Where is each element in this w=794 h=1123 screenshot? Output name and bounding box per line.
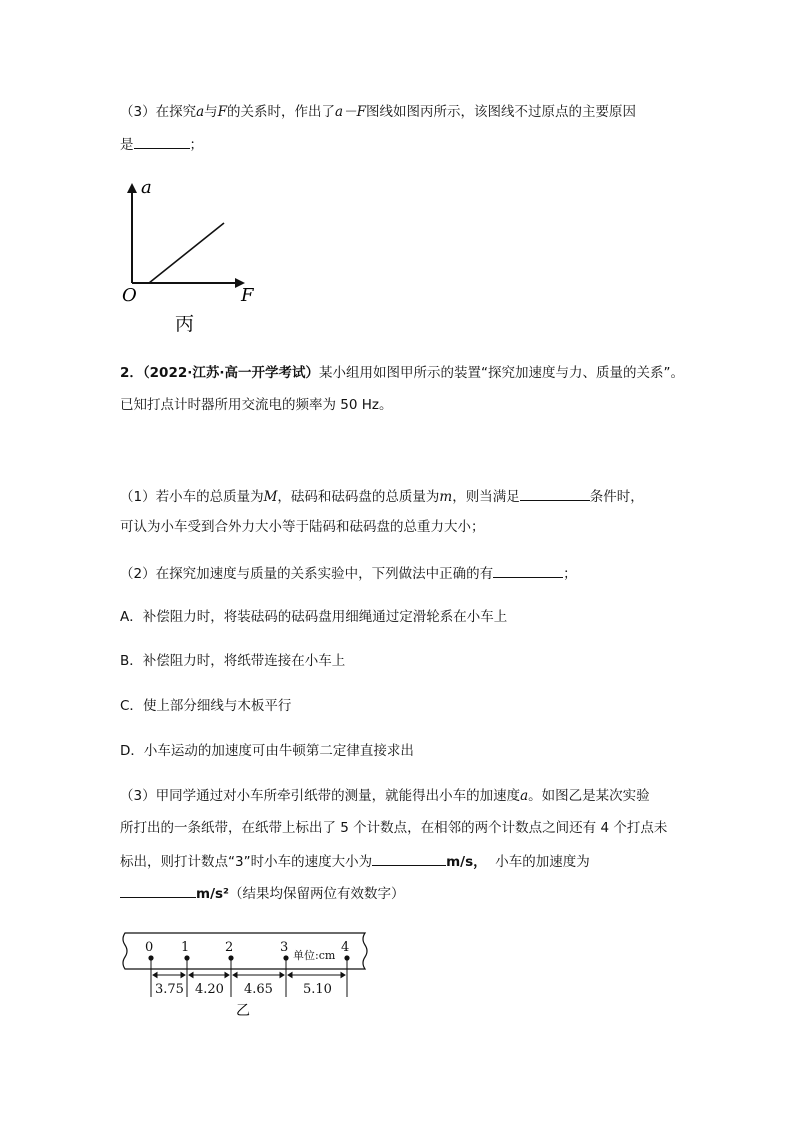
var-F: F	[217, 104, 228, 120]
point-label-3: 3	[280, 940, 289, 955]
distance-3-4: 5.10	[303, 982, 332, 997]
point-label-4: 4	[341, 940, 350, 955]
answer-blank-condition[interactable]	[520, 486, 590, 501]
answer-blank-velocity[interactable]	[372, 851, 446, 866]
p3-line1-suffix: 。如图乙是某次实验	[528, 788, 650, 804]
p3-line4-suffix: （结果均保留两位有效数字）	[228, 886, 405, 902]
option-a[interactable]	[120, 608, 507, 626]
q3-line1	[120, 103, 636, 121]
tape-diagram	[115, 925, 375, 1020]
q2-part1-line2	[120, 518, 485, 536]
option-c-text: 使上部分细线与木板平行	[142, 698, 292, 714]
graph-line	[149, 223, 224, 283]
origin-label: O	[122, 285, 137, 306]
distance-1-2: 4.20	[195, 982, 224, 997]
graph-caption: 丙	[175, 313, 195, 335]
expr-a-F: a－F	[335, 104, 366, 120]
q2-stem-line2	[120, 396, 393, 414]
var-M: M	[263, 489, 278, 505]
point-label-0: 0	[145, 940, 154, 955]
var-a-2: a	[520, 788, 529, 804]
unit-label: 单位:cm	[293, 949, 336, 962]
q2-part2	[120, 563, 577, 583]
q3-suffix: 图线如图丙所示，该图线不过原点的主要原因	[365, 104, 636, 120]
option-c-label: C．	[120, 698, 143, 714]
q3-line2	[120, 134, 203, 154]
p1-line2: 可认为小车受到合外力大小等于陆码和砝码盘的总重力大小；	[120, 519, 485, 535]
option-b-label: B．	[120, 653, 143, 669]
q2-source: （2022·江苏·高一开学考试）	[142, 365, 319, 381]
q2-part3-line1	[120, 787, 650, 805]
point-label-1: 1	[181, 940, 190, 955]
q3-prefix: （3）在探究	[120, 104, 197, 120]
p3-line3-prefix: 标出，则打计数点“3”时小车的速度大小为	[120, 854, 373, 870]
q2-number: 2．	[120, 365, 143, 381]
q2-part3-line3	[120, 851, 590, 871]
q2-stem-line1	[120, 364, 684, 382]
tape-caption: 乙	[236, 1003, 250, 1019]
answer-blank-reason[interactable]	[134, 134, 190, 149]
option-a-label: A．	[120, 609, 143, 625]
q3-mid2: 的关系时，作出了	[227, 104, 336, 120]
q2-stem2: 已知打点计时器所用交流电的频率为 50 Hz。	[120, 397, 393, 413]
option-d-text: 小车运动的加速度可由牛顿第二定律直接求出	[143, 743, 414, 759]
p1-prefix: （1）若小车的总质量为	[120, 489, 264, 505]
q2-part3-line2	[120, 819, 667, 837]
p1-mid1: ，砝码和砝码盘的总质量为	[277, 489, 440, 505]
p3-line2: 所打出的一条纸带，在纸带上标出了 5 个计数点，在相邻的两个计数点之间还有 4 个打点未	[120, 820, 668, 836]
unit-velocity: m/s，	[446, 854, 487, 870]
var-a: a	[196, 104, 205, 120]
x-axis-label: F	[241, 285, 254, 306]
q3-line2-prefix: 是	[120, 137, 134, 153]
option-c[interactable]	[120, 697, 291, 715]
q2-stem1: 某小组用如图甲所示的装置“探究加速度与力、质量的关系”。	[319, 365, 684, 381]
y-axis-label: a	[141, 177, 152, 198]
q2-part1-line1	[120, 486, 644, 506]
p3-line1-prefix: （3）甲同学通过对小车所牵引纸带的测量，就能得出小车的加速度	[120, 788, 521, 804]
point-label-2: 2	[225, 940, 234, 955]
option-d-label: D．	[120, 743, 144, 759]
p2-suffix: ；	[563, 566, 577, 582]
p1-mid2: ，则当满足	[452, 489, 520, 505]
unit-acceleration: m/s²	[196, 886, 229, 902]
option-b-text: 补偿阻力时，将纸带连接在小车上	[142, 653, 346, 669]
answer-blank-choice[interactable]	[493, 563, 563, 578]
option-d[interactable]	[120, 742, 414, 760]
var-m: m	[439, 489, 453, 505]
option-b[interactable]	[120, 652, 345, 670]
answer-blank-acceleration[interactable]	[120, 883, 196, 898]
graph-bing	[115, 175, 275, 340]
p1-suffix: 条件时，	[589, 489, 644, 505]
p2-prefix: （2）在探究加速度与质量的关系实验中，下列做法中正确的有	[120, 566, 494, 582]
q3-mid1: 与	[204, 104, 218, 120]
q3-line2-suffix: ；	[189, 137, 203, 153]
distance-2-3: 4.65	[244, 982, 273, 997]
option-a-text: 补偿阻力时，将装砝码的砝码盘用细绳通过定滑轮系在小车上	[142, 609, 508, 625]
q2-part3-line4	[120, 883, 404, 903]
p3-line3-suffix: 小车的加速度为	[495, 854, 590, 870]
distance-0-1: 3.75	[155, 982, 184, 997]
